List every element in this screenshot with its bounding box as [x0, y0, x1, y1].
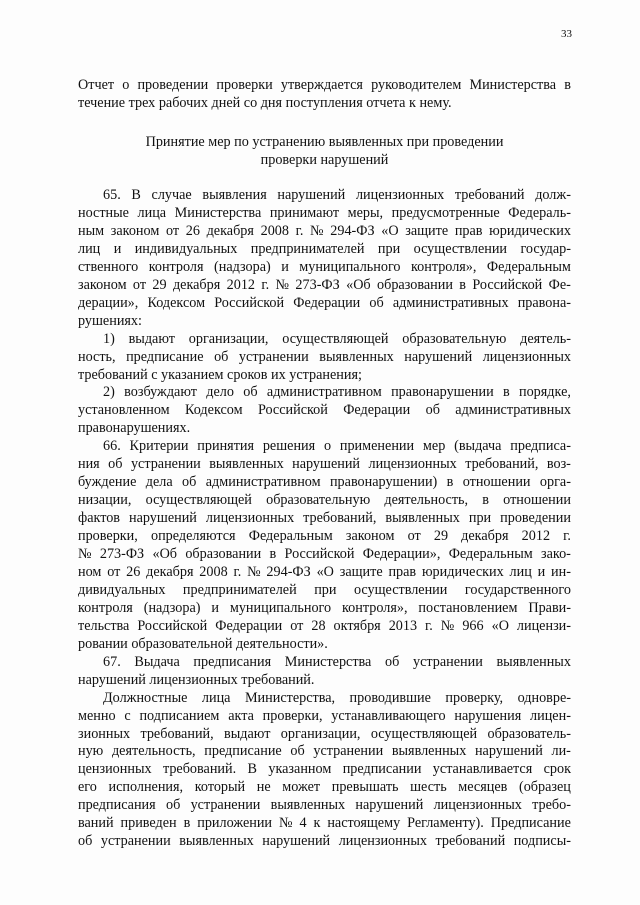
body-line: ровании образовательной деятельности». — [78, 635, 328, 652]
body-line: зионных требований, выдают организации, осуществляющей образователь- — [78, 725, 571, 742]
body-line: законом от 29 декабря 2012 г. № 273-ФЗ «Об образовании в Российской Фе- — [78, 276, 571, 293]
body-line: дерации», Кодексом Российской Федерации об административных правона- — [78, 294, 571, 311]
body-line: менно с подписанием акта проверки, устанавливающего нарушения лицен- — [78, 707, 571, 724]
body-line: тельства Российской Федерации от 28 октября 2013 г. № 966 «О лицензи- — [78, 617, 571, 634]
body-line: 2) возбуждают дело об административном правонарушении в порядке, — [103, 384, 571, 401]
body-line: нарушений лицензионных требований. — [78, 671, 315, 688]
body-line: ваний приведен в приложении № 4 к настоящему Регламенту). Предписание — [78, 815, 571, 832]
page-number: 33 — [561, 28, 572, 40]
body-line: буждение дела об административном правонарушении) в отношении орга- — [78, 474, 571, 491]
heading-line: проверки нарушений — [260, 152, 389, 168]
body-line: дивидуальных предпринимателей при осуществлении государственного — [78, 581, 571, 598]
body-line: ную деятельность, предписание об устранении выявленных нарушений ли- — [78, 743, 571, 760]
body-line: рушениях: — [78, 312, 142, 329]
body-line: фактов нарушений лицензионных требований, выявленных при проведении — [78, 510, 571, 527]
body-line: контроля (надзора) и муниципального контроля», постановлением Прави- — [78, 599, 571, 616]
body-line: проверки, определяются Федеральным законом от 29 декабря 2012 г. — [78, 528, 571, 545]
body-line: предписания об устранении выявленных нарушений лицензионных требо- — [78, 797, 571, 814]
intro-line: течение трех рабочих дней со дня поступления отчета к нему. — [78, 95, 452, 111]
body-line: ственного контроля (надзора) и муниципального контроля», Федеральным — [78, 258, 571, 275]
body-line: № 273-ФЗ «Об образовании в Российской Федерации», Федеральным зако- — [78, 546, 571, 562]
body-line: требований с указанием сроков их устранения; — [78, 366, 362, 383]
body-line: установленном Кодексом Российской Федерации об административных — [78, 402, 571, 419]
body-line: 1) выдают организации, осуществляющей образовательную деятель- — [103, 330, 571, 347]
body-line: цензионных требований. В указанном предписании устанавливается срок — [78, 761, 571, 778]
intro-line: Отчет о проведении проверки утверждается руководителем Министерства в — [78, 77, 571, 93]
body-line: 67. Выдача предписания Министерства об устранении выявленных — [103, 653, 571, 670]
body-line: 66. Критерии принятия решения о применении мер (выдача предписа- — [103, 438, 571, 455]
body-line: лиц и индивидуальных предпринимателей при осуществлении государ- — [78, 240, 571, 257]
body-line: ностные лица Министерства принимают меры, предусмотренные Федераль- — [78, 204, 571, 221]
body-line: ным законом от 26 декабря 2008 г. № 294-ФЗ «О защите прав юридических — [78, 222, 571, 239]
body-line: его исполнения, который не может превышать шесть месяцев (образец — [78, 779, 571, 796]
body-line: правонарушениях. — [78, 420, 191, 437]
body-line: об устранении выявленных нарушений лицензионных требований подписы- — [78, 833, 571, 850]
body-line: Должностные лица Министерства, проводившие проверку, одновре- — [103, 689, 571, 706]
body-line: 65. В случае выявления нарушений лицензионных требований долж- — [103, 187, 571, 203]
body-line: ния об устранении выявленных нарушений лицензионных требований, воз- — [78, 456, 571, 473]
heading-line: Принятие мер по устранению выявленных при проведении — [145, 134, 504, 150]
body-line: низации, осуществляющей образовательную деятельность, в отношении — [78, 492, 571, 509]
body-line: ном от 26 декабря 2008 г. № 294-ФЗ «О защите прав юридических лиц и ин- — [78, 563, 571, 580]
body-line: ность, предписание об устранении выявленных нарушений лицензионных — [78, 348, 571, 365]
